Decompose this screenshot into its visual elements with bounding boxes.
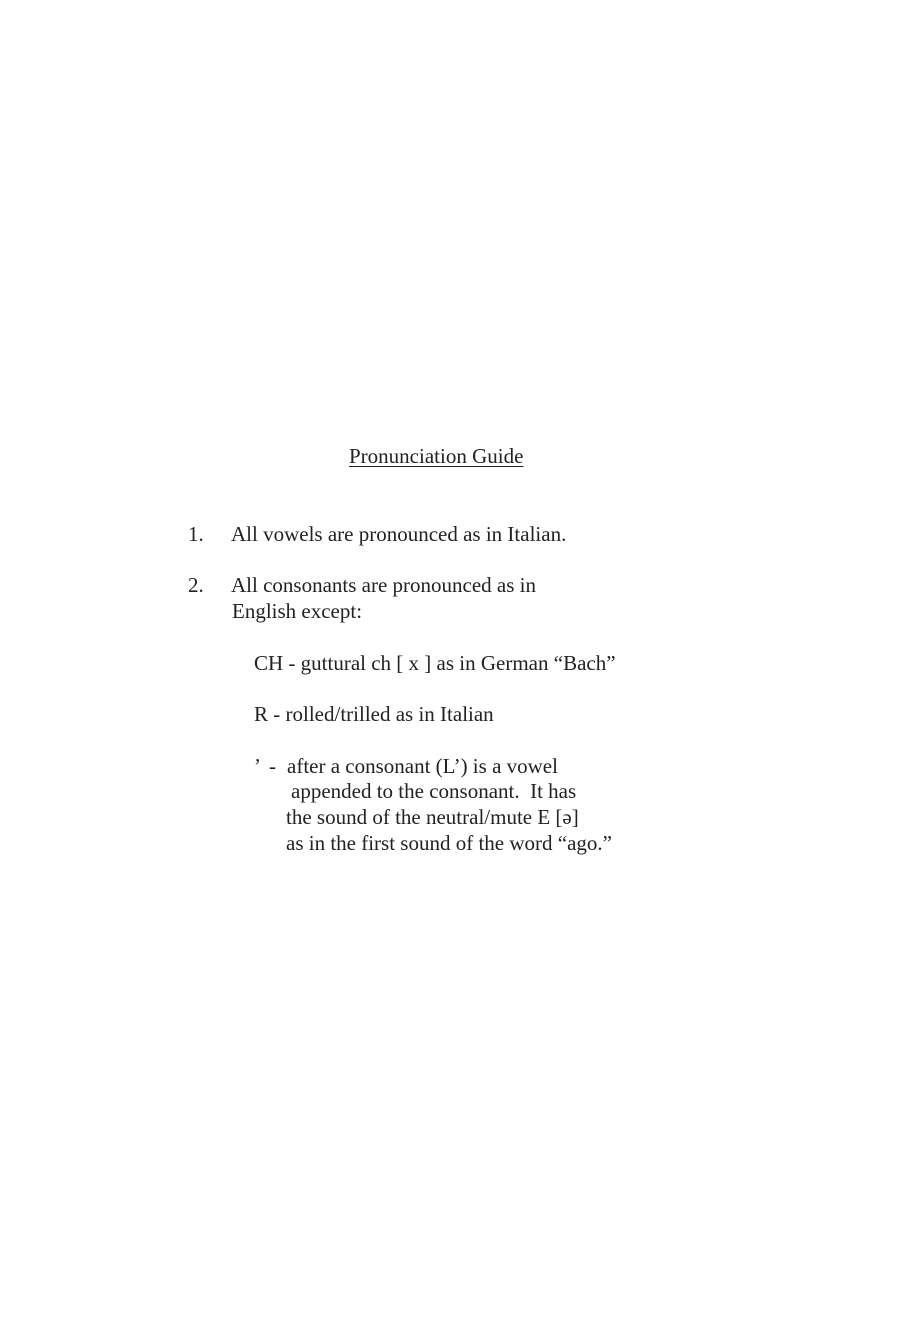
exception-apostrophe-line3: the sound of the neutral/mute E [ə] [286,805,579,829]
item-text-2-line2: English except: [232,599,363,623]
exception-apostrophe-line4: as in the first sound of the word “ago.” [286,831,613,855]
page-title: Pronunciation Guide [349,444,524,468]
exception-apostrophe-line1: after a consonant (L’) is a vowel [287,754,558,778]
item-number-1: 1. [188,522,204,546]
exception-r: R - rolled/trilled as in Italian [254,702,494,726]
item-number-2: 2. [188,573,204,597]
exception-apostrophe-dash: - [269,754,276,778]
item-text-2-line1: All consonants are pronounced as in [231,573,537,597]
item-text-1: All vowels are pronounced as in Italian. [231,522,567,546]
exception-ch: CH - guttural ch [ x ] as in German “Bach” [254,651,616,675]
exception-apostrophe-line2: appended to the consonant. It has [291,779,577,803]
exception-apostrophe-symbol: ’ [254,754,261,778]
